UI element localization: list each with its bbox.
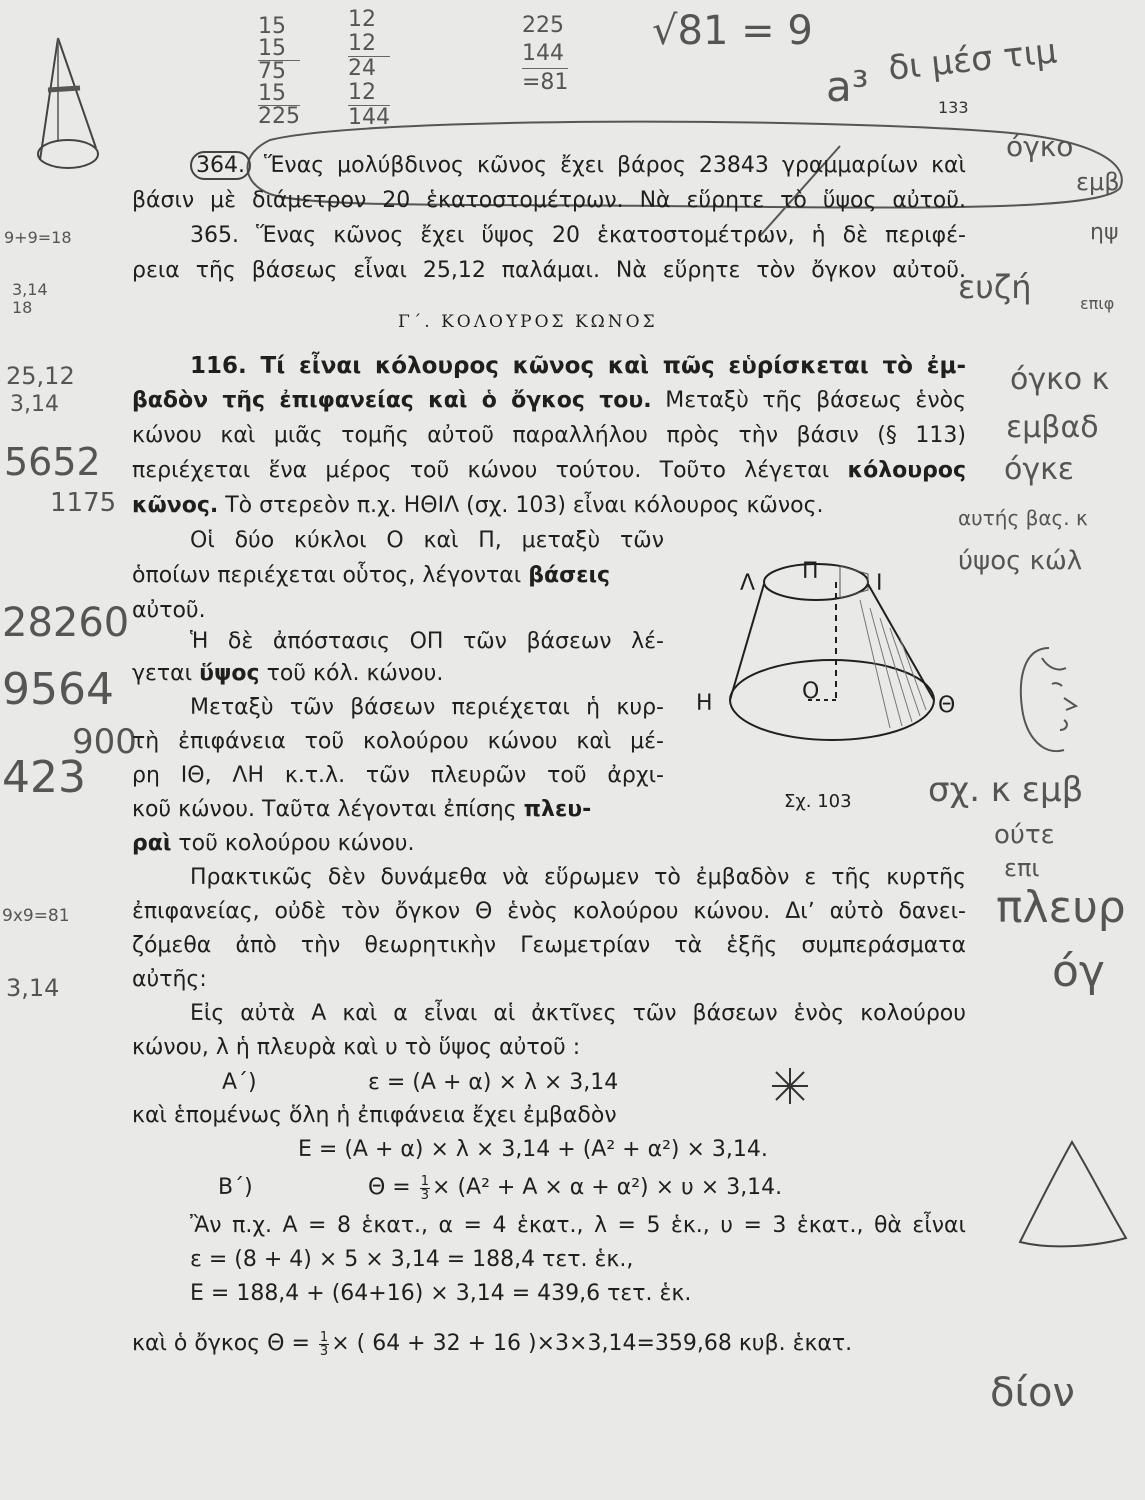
formula-b: Θ = $\frac{1}{3}$ × (Α² + Α × α + α²) × υ × 3,14. (368, 1173, 783, 1203)
margin-note: όγ (1052, 946, 1105, 997)
formula-between-text: καὶ ἑπομένως ὅλη ἡ ἐπιφάνεια ἔχει ἐμβαδὸν (132, 1103, 617, 1128)
margin-note: δι μέσ τιμ (886, 31, 1059, 89)
figure-label-Th: Θ (938, 693, 956, 718)
col-line-1: Οἱ δύο κύκλοι Ο καὶ Π, μεταξὺ τῶν (190, 528, 664, 553)
para-116-line-5: κῶνος. Τὸ στερεὸν π.χ. ΗΘΙΛ (σχ. 103) εἶναι κόλουρος κῶνος. (132, 493, 824, 518)
margin-note: ηψ (1090, 220, 1119, 245)
para-116-line-4: περιέχεται ἕνα μέρος τοῦ κώνου τούτου. Τοῦτο λέγεται κόλουρος (132, 458, 966, 483)
col-line-8: ρη ΙΘ, ΛΗ κ.τ.λ. τῶν πλευρῶν τοῦ ἀρχι- (132, 763, 664, 788)
margin-note: εμβαδ (1006, 410, 1099, 445)
col-line-5: γεται ὕψος τοῦ κόλ. κώνου. (132, 661, 444, 686)
body-line-4: αὐτῆς: (132, 967, 207, 992)
margin-note: 423 (2, 752, 86, 803)
margin-note: 28260 (2, 600, 130, 646)
margin-note: πλευρ (996, 882, 1126, 933)
handwritten-face-sketch (1004, 638, 1084, 768)
example-eq-2: Ε = 188,4 + (64+16) × 3,14 = 439,6 τετ. ἑκ. (190, 1281, 692, 1306)
problem-365-line-2: ρεια τῆς βάσεως εἶναι 25,12 παλάμαι. Νὰ εὕρητε τὸν ὄγκον αὐτοῦ. (132, 258, 966, 283)
problem-364-line-1: 364. Ἕνας μολύβδινος κῶνος ἔχει βάρος 23843 γραμμαρίων καὶ (190, 152, 966, 180)
figure-label-O: Ο (802, 679, 820, 704)
term-pleurai: πλευ- (523, 797, 592, 822)
example-eq-1: ε = (8 + 4) × 5 × 3,14 = 188,4 τετ. ἑκ., (190, 1247, 634, 1272)
margin-note: επιφ (1080, 294, 1115, 313)
margin-note: επι (1004, 854, 1040, 882)
handwritten-square-root: √81 = 9 (652, 8, 813, 54)
formula-a-label: Α΄) (222, 1070, 257, 1095)
margin-note: 900 (72, 722, 137, 762)
handwritten-multiplication-12: 12 12 24 12 144 (348, 7, 390, 130)
problem-365-line-1: 365. Ἕνας κῶνος ἔχει ὕψος 20 ἑκατοστομέτρων, ἡ δὲ περιφέ- (190, 223, 966, 248)
term-ypsos: ὕψος (199, 661, 260, 686)
figure-caption: Σχ. 103 (784, 791, 852, 812)
problem-364-number: 364. (190, 151, 251, 180)
margin-note: όγκο (1006, 130, 1074, 163)
margin-note: σχ. κ εμβ (928, 770, 1084, 810)
formula-e: Ε = (Α + α) × λ × 3,14 + (Α² + α²) × 3,14. (298, 1137, 768, 1162)
handwritten-star (768, 1064, 812, 1108)
handwritten-cone-sketch (18, 30, 108, 180)
margin-note: ύψος κώλ (958, 546, 1083, 576)
figure-label-H: Η (696, 691, 713, 716)
problem-365-number: 365. (190, 223, 239, 248)
margin-note: 3,14 (10, 392, 59, 417)
margin-note: 5652 (4, 440, 101, 484)
margin-note: όγκε (1004, 452, 1075, 487)
body-line-6: κώνου, λ ἡ πλευρὰ καὶ υ τὸ ὕψος αὐτοῦ : (132, 1035, 581, 1060)
fraction-one-third: $\frac{1}{3}$ (420, 1173, 430, 1203)
margin-note: a³ (826, 62, 869, 111)
margin-note: 3,14 (12, 280, 48, 299)
body-line-2: ἐπιφανείας, οὐδὲ τὸν ὄγκον Θ ἑνὸς κολούρου κώνου. Διʼ αὐτὸ δανει- (132, 899, 966, 924)
margin-note: εμβ (1076, 168, 1120, 196)
col-line-6: Μεταξὺ τῶν βάσεων περιέχεται ἡ κυρ- (190, 695, 664, 720)
example-line: Ἂν π.χ. Α = 8 ἑκατ., α = 4 ἑκατ., λ = 5 ἑκ., υ = 3 ἑκατ., θὰ εἶναι (190, 1213, 966, 1238)
page-number: 133 (938, 98, 969, 117)
col-line-10: ραὶ τοῦ κολούρου κώνου. (132, 831, 415, 856)
margin-note: 9+9=18 (4, 228, 72, 247)
handwritten-triangle-sketch (1012, 1138, 1132, 1258)
margin-note: δίον (990, 1370, 1075, 1416)
col-line-2: ὁποίων περιέχεται οὗτος, λέγονται βάσεις (132, 563, 611, 588)
margin-note: 1175 (50, 488, 117, 518)
margin-note: 9564 (2, 664, 114, 715)
margin-note: αυτής βας. κ (958, 506, 1088, 530)
margin-note: 9x9=81 (2, 906, 70, 926)
handwritten-subtraction: 225 144 =81 (522, 13, 569, 95)
margin-note: 18 (12, 298, 33, 317)
col-line-9: κοῦ κώνου. Ταῦτα λέγονται ἐπίσης πλευ- (132, 797, 592, 822)
margin-note: 3,14 (6, 974, 60, 1002)
formula-b-label: Β΄) (218, 1175, 253, 1200)
section-heading: Γ΄. ΚΟΛΟΥΡΟΣ ΚΩΝΟΣ (398, 312, 658, 332)
formula-a: ε = (Α + α) × λ × 3,14 (368, 1070, 619, 1095)
margin-note: 25,12 (6, 362, 75, 390)
margin-note: ευζή (958, 268, 1032, 306)
col-line-3: αὐτοῦ. (132, 598, 206, 623)
margin-note: ούτε (994, 820, 1055, 850)
handwritten-multiplication-15: 15 15 75 15 225 (258, 14, 300, 129)
body-line-1: Πρακτικῶς δὲν δυνάμεθα νὰ εὕρωμεν τὸ ἐμβαδὸν ε τῆς κυρτῆς (190, 865, 966, 890)
para-116-title: 116. Τί εἶναι κόλουρος κῶνος καὶ πῶς εὑρίσκεται τὸ ἐμ- (190, 353, 966, 379)
para-116-line-2: βαδὸν τῆς ἐπιφανείας καὶ ὁ ὄγκος του. Μεταξὺ τῆς βάσεως ἑνὸς (132, 388, 966, 413)
problem-364-line-2: βάσιν μὲ διάμετρον 20 ἑκατοστομέτρων. Νὰ εὕρητε τὸ ὕψος αὐτοῦ. (132, 188, 966, 213)
para-116-line-3: κώνου καὶ μιᾶς τομῆς αὐτοῦ παραλλήλου πρὸς τὴν βάσιν (§ 113) (132, 423, 966, 448)
fraction-one-third: $\frac{1}{3}$ (319, 1329, 329, 1359)
col-line-4: Ἡ δὲ ἀπόστασις ΟΠ τῶν βάσεων λέ- (190, 629, 664, 654)
margin-note: όγκο κ (1010, 362, 1110, 397)
figure-label-I: Ι (876, 571, 883, 596)
col-line-7: τὴ ἐπιφάνεια τοῦ κολούρου κώνου καὶ μέ- (132, 729, 664, 754)
figure-label-P: Π (802, 559, 819, 584)
figure-103-truncated-cone (690, 548, 980, 778)
figure-label-L: Λ (740, 571, 756, 596)
term-vaseis: βάσεις (528, 563, 611, 588)
body-line-5: Εἰς αὐτὰ Α καὶ α εἶναι αἱ ἀκτῖνες τῶν βάσεων ἑνὸς κολούρου (190, 1001, 966, 1026)
body-line-3: ζόμεθα ἀπὸ τὴν θεωρητικὴν Γεωμετρίαν τὰ ἑξῆς συμπεράσματα (132, 933, 966, 958)
example-eq-3: καὶ ὁ ὄγκος Θ = $\frac{1}{3}$ × ( 64 + 32 + 16 )×3×3,14=359,68 κυβ. ἑκατ. (132, 1329, 853, 1359)
